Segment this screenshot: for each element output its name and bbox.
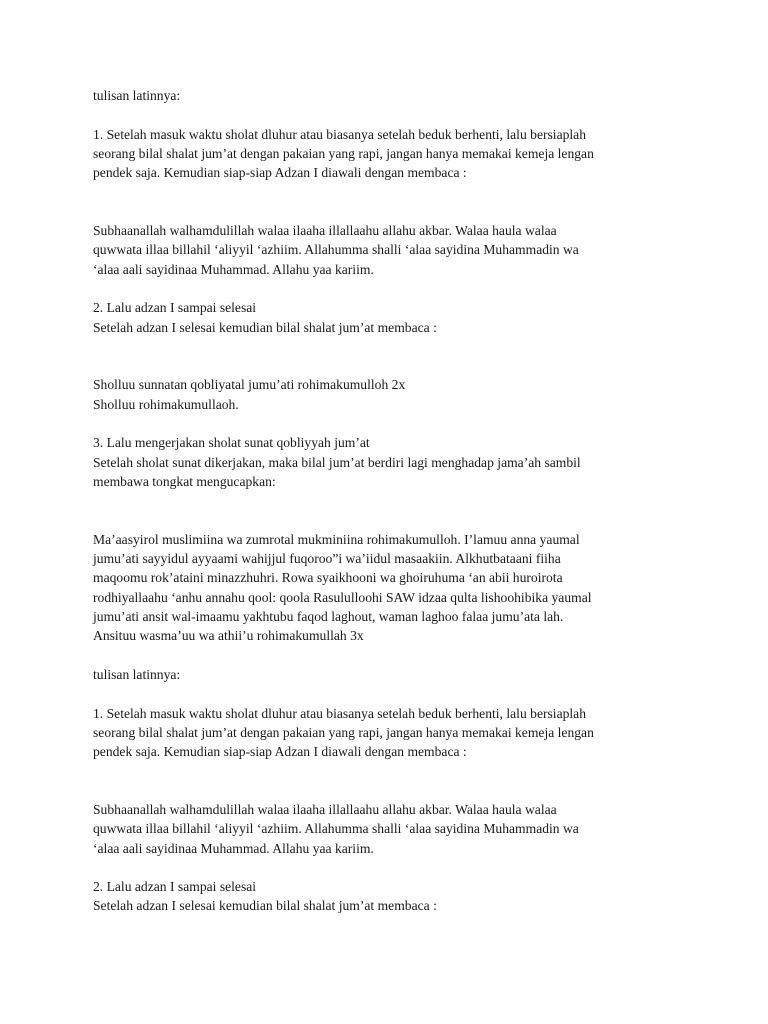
text-line: membawa tongkat mengucapkan: bbox=[93, 473, 276, 489]
text-line: Setelah adzan I selesai kemudian bilal shalat jum’at membaca : bbox=[93, 319, 437, 335]
text-line: Ansituu wasma’uu wa athii’u rohimakumullah 3x bbox=[93, 628, 364, 644]
text-line: Sholluu rohimakumullaoh. bbox=[93, 396, 239, 412]
text-line: pendek saja. Kemudian siap-siap Adzan I diawali dengan membaca : bbox=[93, 165, 467, 181]
text-line: quwwata illaa billahil ‘aliyyil ‘azhiim. Allahumma shalli ‘alaa sayidina Muhammadin wa bbox=[93, 821, 579, 837]
text-line: jumu’ati sayyidul ayyaami wahijjul fuqoroo”i wa’iidul masaakiin. Alkhutbataani fiiha bbox=[93, 551, 561, 567]
paragraph bbox=[93, 704, 713, 762]
paragraph bbox=[93, 375, 713, 414]
text-line: rodhiyallaahu ‘anhu annahu qool: qoola Rasululloohi SAW idzaa qulta lishoohibika yaumal bbox=[93, 589, 592, 605]
text-line: Setelah adzan I selesai kemudian bilal shalat jum’at membaca : bbox=[93, 898, 437, 914]
text-line: quwwata illaa billahil ‘aliyyil ‘azhiim. Allahumma shalli ‘alaa sayidina Muhammadin wa bbox=[93, 242, 579, 258]
text-line: seorang bilal shalat jum’at dengan pakaian yang rapi, jangan hanya memakai kemeja lengan bbox=[93, 724, 594, 740]
document-page bbox=[93, 86, 713, 935]
paragraph bbox=[93, 298, 713, 337]
paragraph bbox=[93, 433, 713, 491]
text-line: maqoomu rok’ataini minazzhuhri. Rowa syaikhooni wa ghoiruhuma ‘an abii huroirota bbox=[93, 570, 563, 586]
text-line: seorang bilal shalat jum’at dengan pakaian yang rapi, jangan hanya memakai kemeja lengan bbox=[93, 145, 594, 161]
paragraph bbox=[93, 221, 713, 279]
text-line: ‘alaa aali sayidinaa Muhammad. Allahu yaa kariim. bbox=[93, 840, 374, 856]
paragraph bbox=[93, 877, 713, 916]
text-line: Subhaanallah walhamdulillah walaa ilaaha illallaahu allahu akbar. Walaa haula walaa bbox=[93, 801, 557, 817]
text-line: jumu’ati ansit wal-imaamu yakhtubu faqod laghout, waman laghoo falaa jumu’ata lah. bbox=[93, 609, 564, 625]
text-line: Setelah sholat sunat dikerjakan, maka bilal jum’at berdiri lagi menghadap jama’ah sambil bbox=[93, 454, 581, 470]
text-line: Ma’aasyirol muslimiina wa zumrotal mukminiina rohimakumulloh. I’lamuu anna yaumal bbox=[93, 531, 580, 547]
paragraph bbox=[93, 530, 713, 646]
paragraph bbox=[93, 800, 713, 858]
text-line: tulisan latinnya: bbox=[93, 666, 181, 682]
text-line: ‘alaa aali sayidinaa Muhammad. Allahu yaa kariim. bbox=[93, 261, 374, 277]
text-line: 2. Lalu adzan I sampai selesai bbox=[93, 879, 257, 895]
text-line: 3. Lalu mengerjakan sholat sunat qobliyyah jum’at bbox=[93, 435, 370, 451]
text-line: 1. Setelah masuk waktu sholat dluhur atau biasanya setelah beduk berhenti, lalu bersiaplah bbox=[93, 126, 587, 142]
paragraph bbox=[93, 125, 713, 183]
text-line: 2. Lalu adzan I sampai selesai bbox=[93, 300, 257, 316]
text-line: pendek saja. Kemudian siap-siap Adzan I diawali dengan membaca : bbox=[93, 744, 467, 760]
text-line: Subhaanallah walhamdulillah walaa ilaaha illallaahu allahu akbar. Walaa haula walaa bbox=[93, 223, 557, 239]
text-line: tulisan latinnya: bbox=[93, 88, 181, 103]
text-line: Sholluu sunnatan qobliyatal jumu’ati rohimakumulloh 2x bbox=[93, 377, 406, 393]
paragraph bbox=[93, 86, 713, 105]
paragraph bbox=[93, 665, 713, 684]
text-line: 1. Setelah masuk waktu sholat dluhur atau biasanya setelah beduk berhenti, lalu bersiaplah bbox=[93, 705, 587, 721]
